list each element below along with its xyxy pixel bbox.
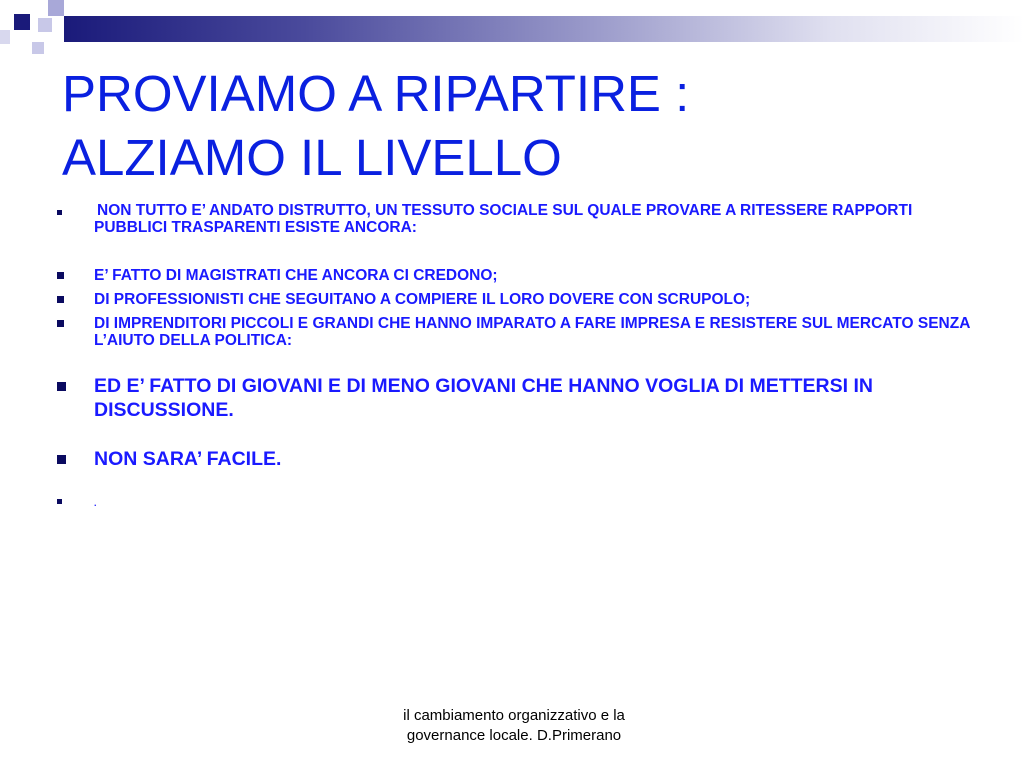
decorative-square <box>48 0 64 16</box>
title-line-1: PROVIAMO A RIPARTIRE : <box>62 65 690 122</box>
list-item-text: . <box>94 498 97 508</box>
square-bullet-icon <box>57 455 66 464</box>
square-bullet-icon <box>57 499 62 504</box>
list-item-text: ED E’ FATTO DI GIOVANI E DI MENO GIOVANI CHE HANNO VOGLIA DI METTERSI IN DISCUSSIONE. <box>94 375 873 421</box>
list-item-text: DI IMPRENDITORI PICCOLI E GRANDI CHE HANNO IMPARATO A FARE IMPRESA E RESISTERE SUL MERCATO SENZA L’AIUTO DELLA POLITICA: <box>94 315 970 349</box>
list-item-text: NON SARA’ FACILE. <box>94 448 282 470</box>
header-gradient-bar <box>64 16 1024 42</box>
footer-line-2: governance locale. D.Primerano <box>406 727 622 744</box>
list-item-text: E’ FATTO DI MAGISTRATI CHE ANCORA CI CREDONO; <box>94 267 498 284</box>
decorative-square <box>38 18 52 32</box>
title-line-2: ALZIAMO IL LIVELLO <box>62 129 562 186</box>
list-item-text: NON TUTTO E’ ANDATO DISTRUTTO, UN TESSUTO SOCIALE SUL QUALE PROVARE A RITESSERE RAPPORTI PUBBLICI TRASPARENTI ESISTE ANCORA: <box>94 202 913 236</box>
list-item <box>52 315 972 349</box>
list-item <box>52 202 972 236</box>
list-item <box>52 267 972 284</box>
list-item <box>52 291 972 308</box>
decorative-square <box>14 14 30 30</box>
square-bullet-icon <box>57 210 62 215</box>
decorative-square <box>32 42 44 54</box>
square-bullet-icon <box>57 272 64 279</box>
square-bullet-icon <box>57 296 64 303</box>
bullet-list <box>52 200 972 509</box>
decorative-square <box>0 30 10 44</box>
slide-title <box>62 62 962 190</box>
footer-line-1: il cambiamento organizzativo e la <box>403 707 625 724</box>
square-bullet-icon <box>57 320 64 327</box>
list-item-text: DI PROFESSIONISTI CHE SEGUITANO A COMPIERE IL LORO DOVERE CON SCRUPOLO; <box>94 291 751 308</box>
list-item <box>52 497 972 509</box>
list-item <box>52 447 972 471</box>
square-bullet-icon <box>57 382 66 391</box>
slide-footer <box>364 706 664 746</box>
list-item <box>52 374 972 422</box>
